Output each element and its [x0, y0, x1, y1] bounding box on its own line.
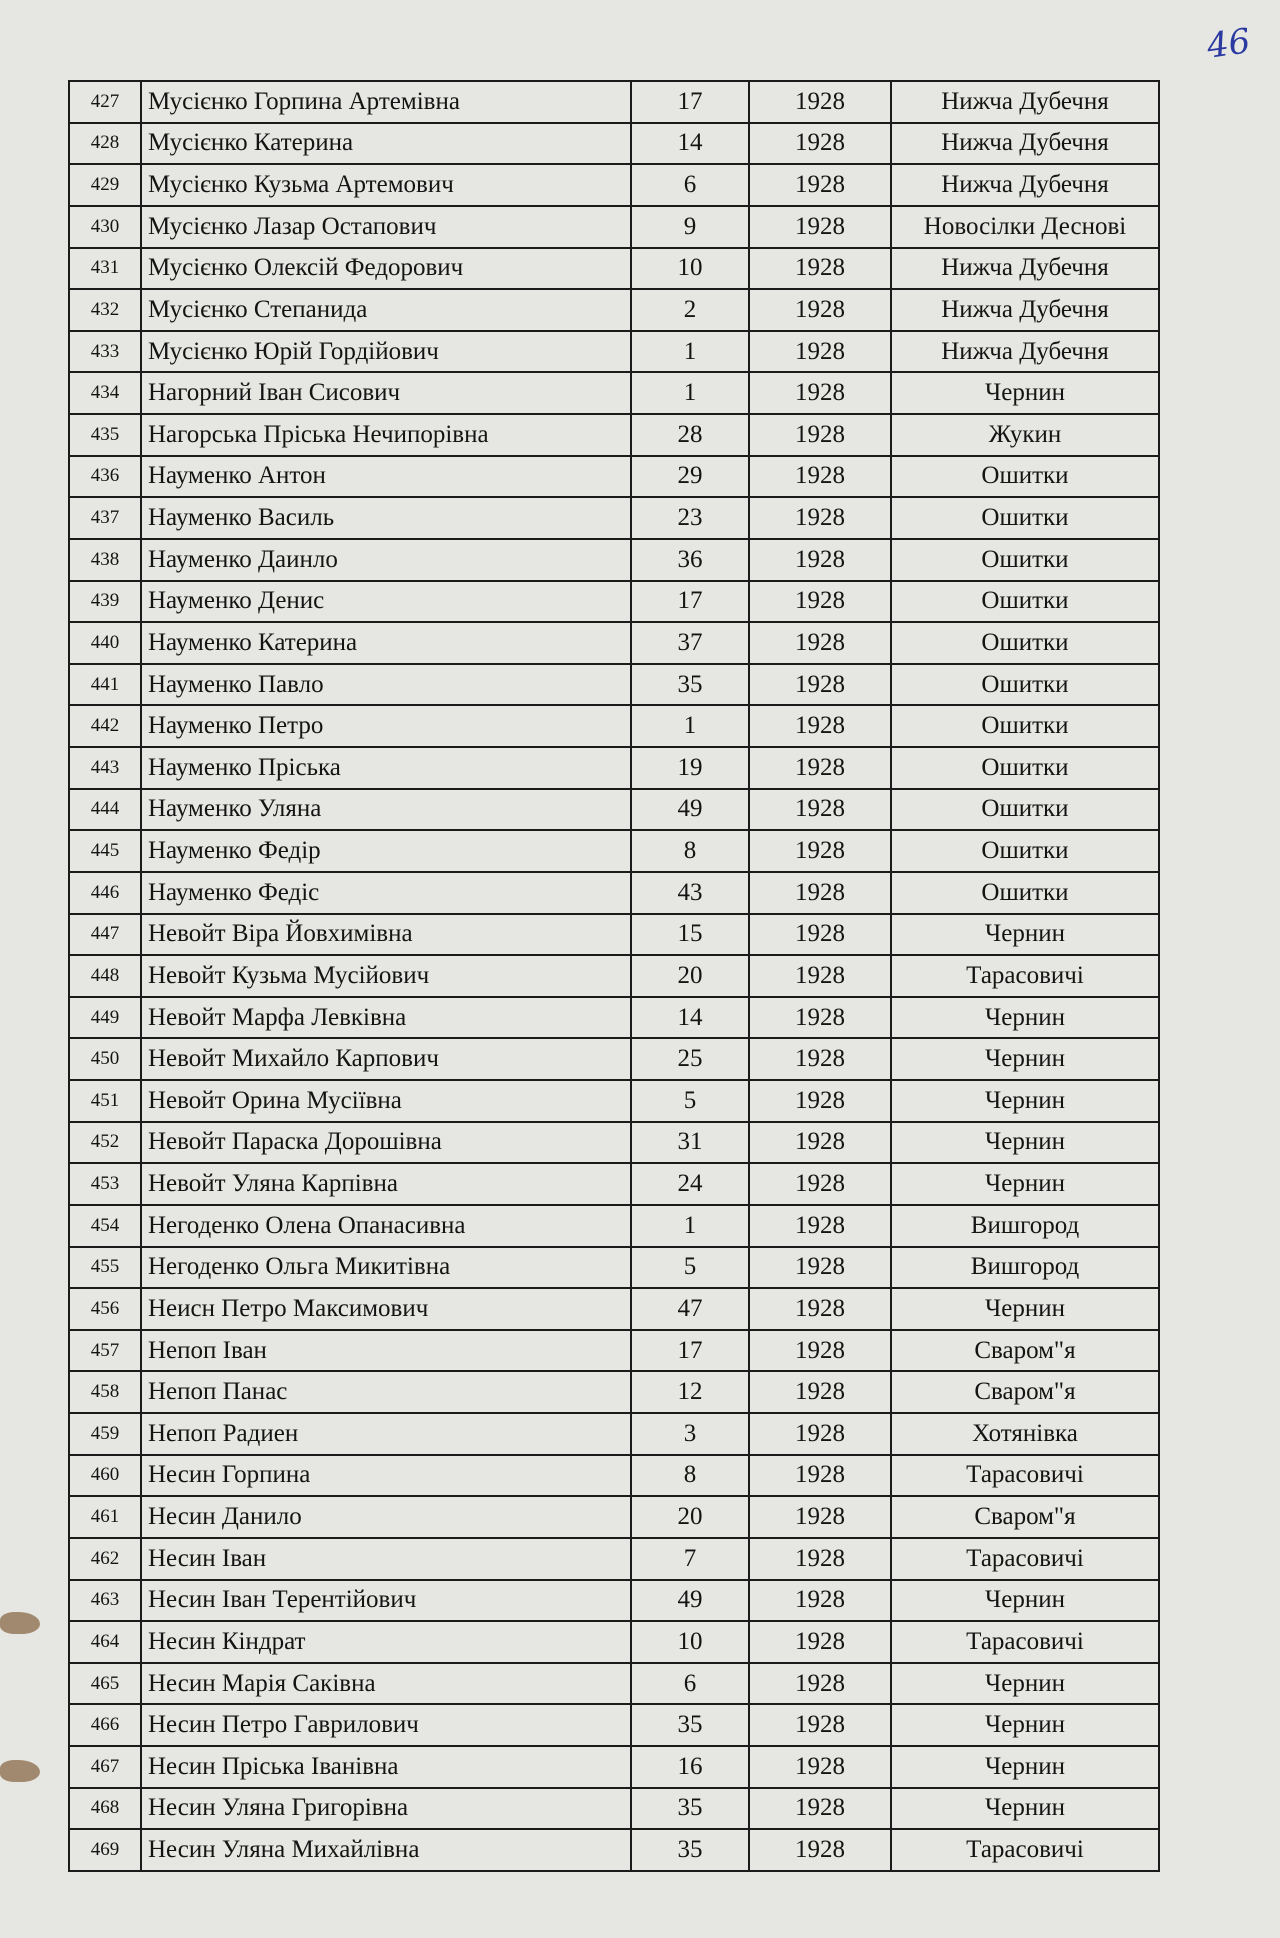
handwritten-page-number: 46 — [1204, 21, 1253, 67]
age-cell: 3 — [632, 1414, 750, 1454]
table-row — [70, 1164, 1158, 1206]
village-cell: Чернин — [985, 1045, 1065, 1073]
table-row — [70, 1830, 1158, 1870]
record-number-cell: 442 — [70, 706, 142, 746]
village-cell: Чернин — [985, 1128, 1065, 1156]
record-number-cell: 445 — [70, 831, 142, 871]
age-cell: 43 — [632, 873, 750, 913]
person-name-cell: Науменко Даинло — [142, 540, 632, 580]
table-row — [70, 915, 1158, 957]
table-row — [70, 1789, 1158, 1831]
record-number-cell: 452 — [70, 1123, 142, 1163]
table-row — [70, 1289, 1158, 1331]
person-name-cell: Невойт Кузьма Мусійович — [142, 956, 632, 996]
table-row — [70, 165, 1158, 207]
age-cell: 36 — [632, 540, 750, 580]
year-cell: 1928 — [750, 290, 892, 330]
person-name-cell: Мусієнко Юрій Гордійович — [142, 332, 632, 372]
record-number-cell: 467 — [70, 1747, 142, 1787]
person-name-cell: Несин Іван Терентійович — [142, 1581, 632, 1621]
table-row — [70, 582, 1158, 624]
table-row — [70, 1081, 1158, 1123]
person-name-cell: Негоденко Олена Опанасивна — [142, 1206, 632, 1246]
person-name-cell: Невойт Михайло Карпович — [142, 1039, 632, 1079]
year-cell: 1928 — [750, 706, 892, 746]
table-row — [70, 1248, 1158, 1290]
table-row — [70, 1539, 1158, 1581]
village-cell: Ошитки — [981, 628, 1069, 656]
table-row — [70, 124, 1158, 166]
year-cell: 1928 — [750, 831, 892, 871]
record-number-cell: 448 — [70, 956, 142, 996]
village-cell: Сваром"я — [974, 1336, 1076, 1364]
year-cell: 1928 — [750, 623, 892, 663]
village-cell: Тарасовичі — [966, 961, 1084, 989]
table-row — [70, 373, 1158, 415]
village-cell: Чернин — [985, 1086, 1065, 1114]
year-cell: 1928 — [750, 415, 892, 455]
table-row — [70, 498, 1158, 540]
register-table — [68, 80, 1160, 1872]
village-cell: Ошитки — [981, 545, 1069, 573]
age-cell: 14 — [632, 998, 750, 1038]
table-row — [70, 540, 1158, 582]
village-cell: Ошитки — [981, 587, 1069, 615]
year-cell: 1928 — [750, 373, 892, 413]
record-number-cell: 468 — [70, 1789, 142, 1829]
person-name-cell: Непоп Радиен — [142, 1414, 632, 1454]
record-number-cell: 449 — [70, 998, 142, 1038]
village-cell: Чернин — [985, 1669, 1065, 1697]
village-cell: Вишгород — [970, 1253, 1080, 1281]
age-cell: 23 — [632, 498, 750, 538]
person-name-cell: Неисн Петро Максимович — [142, 1289, 632, 1329]
village-cell: Ошитки — [981, 753, 1069, 781]
village-cell: Чернин — [985, 1794, 1065, 1822]
table-row — [70, 998, 1158, 1040]
record-number-cell: 460 — [70, 1456, 142, 1496]
age-cell: 24 — [632, 1164, 750, 1204]
village-cell: Вишгород — [970, 1211, 1080, 1239]
person-name-cell: Мусієнко Горпина Артемівна — [142, 82, 632, 122]
table-row — [70, 1456, 1158, 1498]
year-cell: 1928 — [750, 1539, 892, 1579]
year-cell: 1928 — [750, 582, 892, 622]
table-row — [70, 956, 1158, 998]
village-cell: Нижча Дубечня — [941, 87, 1109, 115]
record-number-cell: 430 — [70, 207, 142, 247]
age-cell: 35 — [632, 1705, 750, 1745]
person-name-cell: Науменко Антон — [142, 457, 632, 497]
year-cell: 1928 — [750, 124, 892, 164]
age-cell: 20 — [632, 956, 750, 996]
person-name-cell: Непоп Іван — [142, 1331, 632, 1371]
age-cell: 6 — [632, 165, 750, 205]
binding-thread-mark — [0, 1760, 40, 1782]
record-number-cell: 435 — [70, 415, 142, 455]
record-number-cell: 456 — [70, 1289, 142, 1329]
age-cell: 6 — [632, 1664, 750, 1704]
record-number-cell: 437 — [70, 498, 142, 538]
year-cell: 1928 — [750, 790, 892, 830]
person-name-cell: Несин Кіндрат — [142, 1622, 632, 1662]
age-cell: 10 — [632, 249, 750, 289]
village-cell: Ошитки — [981, 504, 1069, 532]
record-number-cell: 446 — [70, 873, 142, 913]
table-row — [70, 1747, 1158, 1789]
age-cell: 5 — [632, 1248, 750, 1288]
village-cell: Нижча Дубечня — [941, 337, 1109, 365]
record-number-cell: 455 — [70, 1248, 142, 1288]
year-cell: 1928 — [750, 1497, 892, 1537]
person-name-cell: Невойт Віра Йовхимівна — [142, 915, 632, 955]
table-row — [70, 1206, 1158, 1248]
village-cell: Тарасовичі — [966, 1544, 1084, 1572]
age-cell: 15 — [632, 915, 750, 955]
table-row — [70, 249, 1158, 291]
age-cell: 1 — [632, 706, 750, 746]
age-cell: 17 — [632, 582, 750, 622]
year-cell: 1928 — [750, 1248, 892, 1288]
age-cell: 31 — [632, 1123, 750, 1163]
age-cell: 35 — [632, 1830, 750, 1870]
village-cell: Чернин — [985, 1003, 1065, 1031]
table-row — [70, 457, 1158, 499]
year-cell: 1928 — [750, 1789, 892, 1829]
table-row — [70, 1664, 1158, 1706]
year-cell: 1928 — [750, 1123, 892, 1163]
record-number-cell: 469 — [70, 1830, 142, 1870]
age-cell: 47 — [632, 1289, 750, 1329]
table-row — [70, 706, 1158, 748]
record-number-cell: 458 — [70, 1372, 142, 1412]
village-cell: Хотянівка — [972, 1419, 1078, 1447]
table-row — [70, 1414, 1158, 1456]
record-number-cell: 447 — [70, 915, 142, 955]
person-name-cell: Невойт Параска Дорошівна — [142, 1123, 632, 1163]
age-cell: 17 — [632, 1331, 750, 1371]
table-row — [70, 1622, 1158, 1664]
year-cell: 1928 — [750, 1747, 892, 1787]
record-number-cell: 441 — [70, 665, 142, 705]
age-cell: 35 — [632, 1789, 750, 1829]
village-cell: Сваром"я — [974, 1503, 1076, 1531]
person-name-cell: Мусієнко Лазар Остапович — [142, 207, 632, 247]
village-cell: Сваром"я — [974, 1378, 1076, 1406]
age-cell: 8 — [632, 1456, 750, 1496]
year-cell: 1928 — [750, 249, 892, 289]
table-row — [70, 873, 1158, 915]
table-row — [70, 290, 1158, 332]
village-cell: Нижча Дубечня — [941, 254, 1109, 282]
person-name-cell: Науменко Денис — [142, 582, 632, 622]
village-cell: Ошитки — [981, 462, 1069, 490]
village-cell: Чернин — [985, 920, 1065, 948]
record-number-cell: 443 — [70, 748, 142, 788]
year-cell: 1928 — [750, 332, 892, 372]
age-cell: 19 — [632, 748, 750, 788]
record-number-cell: 466 — [70, 1705, 142, 1745]
year-cell: 1928 — [750, 1414, 892, 1454]
year-cell: 1928 — [750, 1331, 892, 1371]
record-number-cell: 434 — [70, 373, 142, 413]
year-cell: 1928 — [750, 1456, 892, 1496]
record-number-cell: 444 — [70, 790, 142, 830]
record-number-cell: 453 — [70, 1164, 142, 1204]
village-cell: Чернин — [985, 1586, 1065, 1614]
age-cell: 29 — [632, 457, 750, 497]
person-name-cell: Несин Горпина — [142, 1456, 632, 1496]
record-number-cell: 438 — [70, 540, 142, 580]
person-name-cell: Науменко Катерина — [142, 623, 632, 663]
person-name-cell: Несин Уляна Михайлівна — [142, 1830, 632, 1870]
person-name-cell: Нагорний Іван Сисович — [142, 373, 632, 413]
person-name-cell: Негоденко Ольга Микитівна — [142, 1248, 632, 1288]
age-cell: 2 — [632, 290, 750, 330]
year-cell: 1928 — [750, 1830, 892, 1870]
village-cell: Ошитки — [981, 878, 1069, 906]
age-cell: 12 — [632, 1372, 750, 1412]
person-name-cell: Науменко Павло — [142, 665, 632, 705]
village-cell: Ошитки — [981, 795, 1069, 823]
table-row — [70, 831, 1158, 873]
record-number-cell: 439 — [70, 582, 142, 622]
person-name-cell: Несин Іван — [142, 1539, 632, 1579]
table-row — [70, 1123, 1158, 1165]
person-name-cell: Несин Уляна Григорівна — [142, 1789, 632, 1829]
record-number-cell: 429 — [70, 165, 142, 205]
age-cell: 20 — [632, 1497, 750, 1537]
person-name-cell: Непоп Панас — [142, 1372, 632, 1412]
person-name-cell: Невойт Орина Мусіївна — [142, 1081, 632, 1121]
person-name-cell: Несин Петро Гаврилович — [142, 1705, 632, 1745]
year-cell: 1928 — [750, 1081, 892, 1121]
age-cell: 1 — [632, 373, 750, 413]
village-cell: Чернин — [985, 1711, 1065, 1739]
year-cell: 1928 — [750, 998, 892, 1038]
person-name-cell: Нагорська Пріська Нечипорівна — [142, 415, 632, 455]
record-number-cell: 433 — [70, 332, 142, 372]
year-cell: 1928 — [750, 1164, 892, 1204]
record-number-cell: 459 — [70, 1414, 142, 1454]
person-name-cell: Несин Марія Саківна — [142, 1664, 632, 1704]
age-cell: 37 — [632, 623, 750, 663]
year-cell: 1928 — [750, 1664, 892, 1704]
table-row — [70, 790, 1158, 832]
person-name-cell: Невойт Марфа Левківна — [142, 998, 632, 1038]
person-name-cell: Несин Данило — [142, 1497, 632, 1537]
village-cell: Нижча Дубечня — [941, 171, 1109, 199]
year-cell: 1928 — [750, 1289, 892, 1329]
year-cell: 1928 — [750, 1622, 892, 1662]
age-cell: 25 — [632, 1039, 750, 1079]
table-row — [70, 1372, 1158, 1414]
year-cell: 1928 — [750, 873, 892, 913]
table-row — [70, 748, 1158, 790]
age-cell: 7 — [632, 1539, 750, 1579]
village-cell: Новосілки Деснові — [923, 212, 1127, 240]
age-cell: 16 — [632, 1747, 750, 1787]
age-cell: 5 — [632, 1081, 750, 1121]
village-cell: Тарасовичі — [966, 1627, 1084, 1655]
village-cell: Чернин — [985, 1294, 1065, 1322]
year-cell: 1928 — [750, 665, 892, 705]
year-cell: 1928 — [750, 1206, 892, 1246]
person-name-cell: Мусієнко Катерина — [142, 124, 632, 164]
village-cell: Чернин — [985, 1170, 1065, 1198]
year-cell: 1928 — [750, 165, 892, 205]
village-cell: Ошитки — [981, 837, 1069, 865]
age-cell: 35 — [632, 665, 750, 705]
age-cell: 28 — [632, 415, 750, 455]
record-number-cell: 454 — [70, 1206, 142, 1246]
person-name-cell: Несин Пріська Іванівна — [142, 1747, 632, 1787]
age-cell: 17 — [632, 82, 750, 122]
record-number-cell: 450 — [70, 1039, 142, 1079]
table-row — [70, 1581, 1158, 1623]
village-cell: Тарасовичі — [966, 1461, 1084, 1489]
record-number-cell: 427 — [70, 82, 142, 122]
year-cell: 1928 — [750, 1372, 892, 1412]
table-row — [70, 82, 1158, 124]
person-name-cell: Науменко Уляна — [142, 790, 632, 830]
person-name-cell: Науменко Петро — [142, 706, 632, 746]
record-number-cell: 464 — [70, 1622, 142, 1662]
age-cell: 1 — [632, 332, 750, 372]
age-cell: 49 — [632, 1581, 750, 1621]
table-row — [70, 1039, 1158, 1081]
village-cell: Нижча Дубечня — [941, 129, 1109, 157]
person-name-cell: Мусієнко Кузьма Артемович — [142, 165, 632, 205]
table-row — [70, 1705, 1158, 1747]
person-name-cell: Мусієнко Олексій Федорович — [142, 249, 632, 289]
record-number-cell: 463 — [70, 1581, 142, 1621]
year-cell: 1928 — [750, 498, 892, 538]
village-cell: Жукин — [988, 420, 1062, 448]
record-number-cell: 432 — [70, 290, 142, 330]
record-number-cell: 465 — [70, 1664, 142, 1704]
village-cell: Нижча Дубечня — [941, 295, 1109, 323]
table-row — [70, 623, 1158, 665]
year-cell: 1928 — [750, 1705, 892, 1745]
person-name-cell: Мусієнко Степанида — [142, 290, 632, 330]
record-number-cell: 451 — [70, 1081, 142, 1121]
table-row — [70, 665, 1158, 707]
record-number-cell: 436 — [70, 457, 142, 497]
village-cell: Ошитки — [981, 712, 1069, 740]
table-row — [70, 1497, 1158, 1539]
person-name-cell: Невойт Уляна Карпівна — [142, 1164, 632, 1204]
year-cell: 1928 — [750, 207, 892, 247]
year-cell: 1928 — [750, 457, 892, 497]
table-row — [70, 332, 1158, 374]
person-name-cell: Науменко Федір — [142, 831, 632, 871]
record-number-cell: 462 — [70, 1539, 142, 1579]
age-cell: 9 — [632, 207, 750, 247]
village-cell: Тарасовичі — [966, 1836, 1084, 1864]
record-number-cell: 461 — [70, 1497, 142, 1537]
age-cell: 10 — [632, 1622, 750, 1662]
person-name-cell: Науменко Василь — [142, 498, 632, 538]
year-cell: 1928 — [750, 748, 892, 788]
record-number-cell: 431 — [70, 249, 142, 289]
year-cell: 1928 — [750, 540, 892, 580]
age-cell: 14 — [632, 124, 750, 164]
age-cell: 49 — [632, 790, 750, 830]
age-cell: 1 — [632, 1206, 750, 1246]
year-cell: 1928 — [750, 956, 892, 996]
person-name-cell: Науменко Пріська — [142, 748, 632, 788]
village-cell: Ошитки — [981, 670, 1069, 698]
village-cell: Чернин — [985, 1752, 1065, 1780]
year-cell: 1928 — [750, 1039, 892, 1079]
table-row — [70, 207, 1158, 249]
record-number-cell: 428 — [70, 124, 142, 164]
year-cell: 1928 — [750, 915, 892, 955]
village-cell: Чернин — [985, 379, 1065, 407]
record-number-cell: 457 — [70, 1331, 142, 1371]
year-cell: 1928 — [750, 1581, 892, 1621]
table-row — [70, 415, 1158, 457]
table-row — [70, 1331, 1158, 1373]
binding-thread-mark — [0, 1612, 40, 1634]
record-number-cell: 440 — [70, 623, 142, 663]
person-name-cell: Науменко Федіс — [142, 873, 632, 913]
age-cell: 8 — [632, 831, 750, 871]
year-cell: 1928 — [750, 82, 892, 122]
